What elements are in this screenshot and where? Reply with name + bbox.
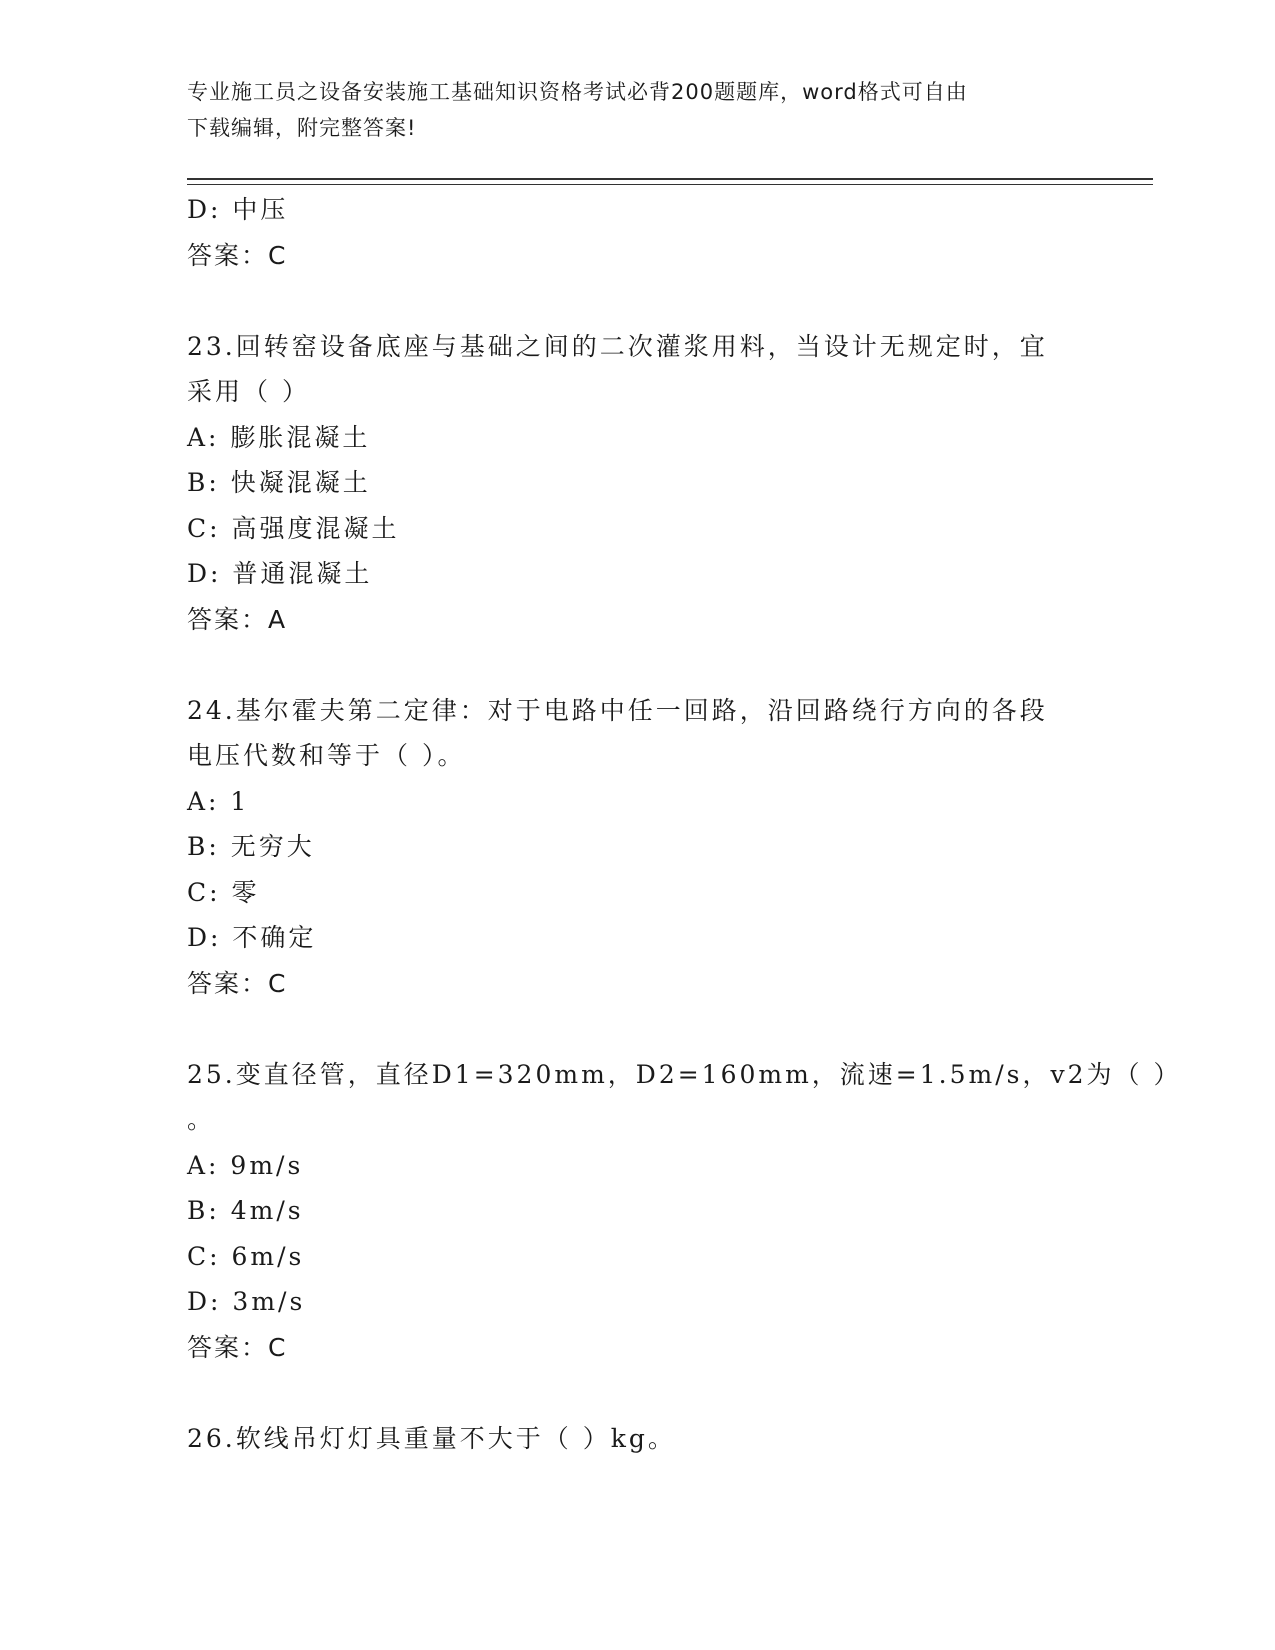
header-line-2: 下载编辑，附完整答案! [187,116,417,140]
question-block-25 [187,1052,1182,1371]
option-d: D: 中压 [187,195,289,224]
spacer [187,1006,1087,1052]
option-c: C: 高强度混凝土 [187,513,400,543]
answer-label: 答案：C [187,1332,288,1362]
header-rule-thin [187,184,1153,185]
option-c: C: 6m/s [187,1241,305,1271]
question-list [187,187,1182,1461]
spacer [187,1370,1087,1416]
question-stem: 25.变直径管，直径D1=320mm，D2=160mm，流速=1.5m/s，v2为（ ） [187,1059,1182,1089]
answer-label: 答案：A [187,604,288,634]
question-stem: 电压代数和等于（ ）。 [187,741,466,770]
answer-label: 答案：C [187,240,288,270]
header-line-1: 专业施工员之设备安装施工基础知识资格考试必背200题题库，word格式可自由 [187,80,968,104]
option-a: A: 膨胀混凝土 [187,422,371,452]
spacer [187,278,1087,324]
document-header [187,74,1087,146]
question-stem: 24.基尔霍夫第二定律：对于电路中任一回路，沿回路绕行方向的各段 [187,695,1048,725]
header-rule-thick [187,178,1153,180]
question-block-23 [187,324,1087,643]
question-stem: 采用（ ） [187,377,310,406]
option-a: A: 9m/s [187,1150,304,1180]
question-block-22 [187,187,1087,278]
question-stem: 23.回转窑设备底座与基础之间的二次灌浆用料，当设计无规定时，宜 [187,331,1048,361]
question-block-26 [187,1416,1087,1462]
question-stem: 26.软线吊灯灯具重量不大于（ ）kg。 [187,1423,676,1453]
question-block-24 [187,688,1087,1007]
spacer [187,642,1087,688]
answer-label: 答案：C [187,968,288,998]
option-a: A: 1 [187,786,250,816]
question-stem: 。 [187,1105,216,1134]
option-b: B: 4m/s [187,1196,304,1225]
option-d: D: 不确定 [187,923,317,952]
option-d: D: 3m/s [187,1287,306,1316]
option-c: C: 零 [187,877,260,907]
option-b: B: 无穷大 [187,832,315,861]
option-d: D: 普通混凝土 [187,559,373,588]
option-b: B: 快凝混凝土 [187,468,371,497]
